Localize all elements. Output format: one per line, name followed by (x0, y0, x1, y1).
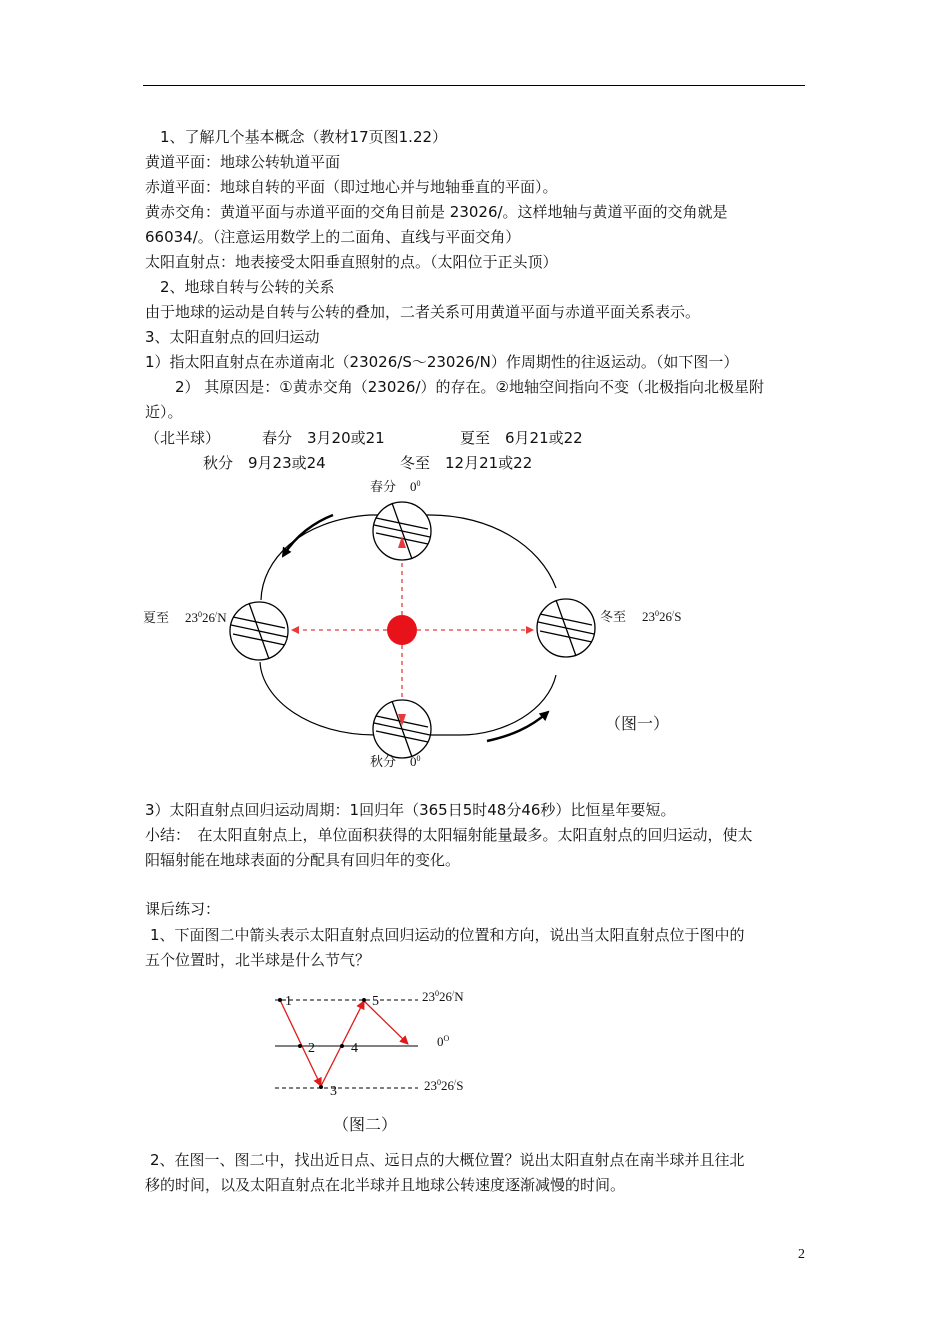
text-line: 太阳直射点：地表接受太阳垂直照射的点。（太阳位于正头顶） (145, 253, 558, 271)
winter-date: 冬至 12月21或22 (400, 454, 533, 472)
section-2-heading: 2、地球自转与公转的关系 (160, 278, 335, 296)
exercise-1: 1、下面图二中箭头表示太阳直射点回归运动的位置和方向，说出当太阳直射点位于图中的 (150, 926, 745, 944)
exercise-heading: 课后练习： (145, 900, 221, 918)
text-line: 赤道平面：地球自转的平面（即过地心并与地轴垂直的平面）。 (145, 178, 558, 196)
text-line: 五个位置时，北半球是什么节气？ (145, 951, 371, 969)
svg-text:秋分00: 秋分 $0^0$ (370, 754, 421, 769)
text-line: 黄赤交角：黄道平面与赤道平面的交角目前是 23026/。这样地轴与黄道平面的交角就是 (145, 203, 728, 221)
spring-name: 春分 (370, 479, 397, 494)
svg-text:23026/S: $23^026^/S$ (424, 1078, 464, 1093)
text-line: 近）。 (145, 403, 183, 421)
svg-text:0O: $0^O$ (437, 1034, 450, 1049)
svg-text:冬至23026/S: 冬至 $23^026^/S$ (600, 609, 682, 624)
position-3: 3 (330, 1084, 337, 1099)
winter-direction: S (674, 609, 682, 624)
text-line: 66034/。（注意运用数学上的二面角、直线与平面交角） (145, 228, 521, 246)
summer-direction: N (217, 610, 227, 625)
text-line: 移的时间，以及太阳直射点在北半球并且地球公转速度逐渐减慢的时间。 (145, 1176, 626, 1194)
figure-2-caption: （图二） (333, 1115, 398, 1134)
text-line: 3）太阳直射点回归运动周期：1回归年（365日5时48分46秒）比恒星年要短。 (145, 801, 676, 819)
summer-date: 夏至 6月21或22 (460, 429, 583, 447)
text-line: 1）指太阳直射点在赤道南北（23026/S～23026/N）作周期性的往返运动。（如下图一） (145, 353, 739, 371)
summer-name: 夏至 (143, 610, 170, 625)
south-tropic-label: 23 (424, 1078, 437, 1093)
autumn-name: 秋分 (370, 754, 397, 769)
hemisphere-label: （北半球） (145, 429, 221, 447)
figure-1-caption: （图一） (605, 714, 670, 733)
section-1-heading: 1、了解几个基本概念（教材17页图1.22） (160, 128, 448, 146)
text-line: 阳辐射能在地球表面的分配具有回归年的变化。 (145, 851, 461, 869)
text-line: 黄道平面：地球公转轨道平面 (145, 153, 341, 171)
page-number: 2 (798, 1247, 805, 1262)
position-1: 1 (285, 994, 292, 1009)
spring-date: 春分 3月20或21 (262, 429, 385, 447)
svg-text:春分00: 春分 $0^0$ (370, 479, 421, 494)
svg-text:夏至23026/N: 夏至 $23^026^/N$ (143, 610, 227, 625)
section-3-heading: 3、太阳直射点的回归运动 (145, 328, 320, 346)
equator-label: 0 (437, 1034, 444, 1049)
position-5: 5 (372, 994, 379, 1009)
winter-name: 冬至 (600, 609, 627, 624)
autumn-degree: 0 (410, 754, 417, 769)
summary-line: 小结： 在太阳直射点上，单位面积获得的太阳辐射能量最多。太阳直射点的回归运动，使太 (145, 826, 753, 844)
exercise-2: 2、在图一、图二中，找出近日点、远日点的大概位置？说出太阳直射点在南半球并且往北 (150, 1151, 745, 1169)
text-line: 2） 其原因是：①黄赤交角（23026/）的存在。②地轴空间指向不变（北极指向北极星附 (175, 378, 764, 396)
svg-text:23026/N: $23^026^/N$ (422, 989, 464, 1004)
position-4: 4 (351, 1041, 358, 1056)
spring-degree: 0 (410, 479, 417, 494)
text-line: 由于地球的运动是自转与公转的叠加，二者关系可用黄道平面与赤道平面关系表示。 (145, 303, 701, 321)
autumn-date: 秋分 9月23或24 (203, 454, 326, 472)
north-tropic-label: 23 (422, 989, 435, 1004)
position-2: 2 (308, 1041, 315, 1056)
